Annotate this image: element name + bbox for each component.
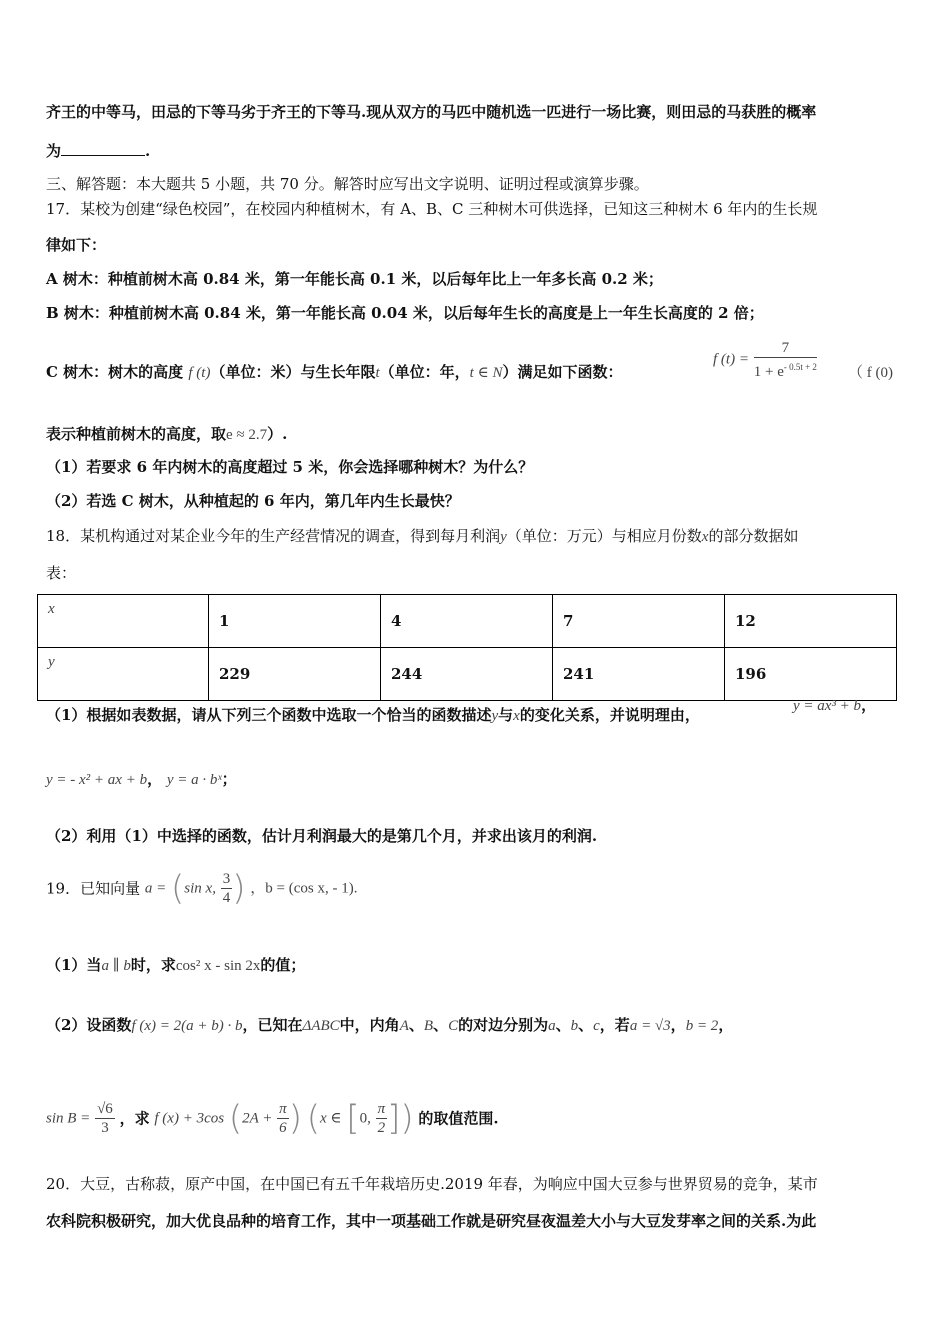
q18-intro-cont: 表： xyxy=(46,564,77,582)
q20-line1: 20．大豆，古称菽，原产中国，在中国已有五千年栽培历史.2019 年春，为响应中国大豆参与世界贸易的竞争，某市 xyxy=(46,1175,818,1193)
text: 表示种植前树木的高度，取 xyxy=(46,425,227,443)
math: a xyxy=(548,1018,556,1034)
paren-left: ( xyxy=(306,1098,320,1139)
exponent: - 0.5t + 2 xyxy=(783,362,817,372)
text: C 树木：树木的高度 xyxy=(46,363,189,381)
math: f (x) = 2(a + b) · b xyxy=(131,1018,243,1034)
q17-part1: （1）若要求 6 年内树木的高度超过 5 米，你会选择哪种树木？为什么？ xyxy=(46,458,534,476)
text: ， xyxy=(718,1016,734,1034)
q17-intro: 17．某校为创建“绿色校园”，在校园内种植树木，有 A、B、C 三种树木可供选择，已知这三种树木 6 年内的生长规 xyxy=(46,200,818,218)
math: 2A + xyxy=(242,1110,273,1127)
text: 、 xyxy=(578,1016,594,1034)
c-tree-function-tail: （ f (0) xyxy=(848,365,893,381)
denominator: 6 xyxy=(279,1120,287,1136)
fraction xyxy=(376,1100,388,1137)
numerator: π xyxy=(279,1101,287,1117)
text: ）满足如下函数： xyxy=(502,363,623,381)
text: 、 xyxy=(433,1016,449,1034)
text: 、 xyxy=(408,1016,424,1034)
q17-b-tree: B 树木：种植前树木高 0.84 米，第一年能长高 0.04 米，以后每年生长的高度是上一年生长高度的 2 倍； xyxy=(46,304,764,322)
math: x xyxy=(701,529,709,545)
text: （2）设函数 xyxy=(46,1016,132,1034)
q19-part2 xyxy=(46,1014,910,1037)
math: ，b = (cos x, - 1). xyxy=(250,880,358,897)
text: （单位：万元）与相应月份数 xyxy=(506,527,702,545)
table-cell: 7 xyxy=(553,595,725,648)
text: 的值； xyxy=(260,956,306,974)
math: f (t) = xyxy=(713,351,749,368)
math: 0, xyxy=(359,1110,371,1127)
text: （单位：年， xyxy=(379,363,470,381)
table-row xyxy=(38,595,897,648)
denominator xyxy=(754,358,817,381)
fraction xyxy=(95,1100,115,1137)
math: ΔABC xyxy=(302,1018,340,1034)
q17-part2: （2）若选 C 树木，从种植起的 6 年内，第几年内生长最快？ xyxy=(46,492,460,510)
paren-right: ) xyxy=(400,1098,414,1139)
text: ）. xyxy=(267,425,288,443)
math: f (t) xyxy=(188,365,211,381)
text: ，求 xyxy=(119,1109,150,1128)
text: . xyxy=(145,142,151,160)
math: b xyxy=(570,1018,579,1034)
table-cell: 12 xyxy=(725,595,897,648)
paren-right: ) xyxy=(288,1098,302,1139)
math: b = 2 xyxy=(685,1018,719,1034)
text: 为 xyxy=(46,142,62,160)
q19-part2-cont xyxy=(46,1100,910,1137)
table-cell: 1 xyxy=(209,595,381,648)
math: cos² x - sin 2x xyxy=(175,958,261,974)
table-cell: 229 xyxy=(209,648,381,701)
c-tree-function xyxy=(713,339,817,381)
answer-blank xyxy=(61,141,145,156)
math: y xyxy=(491,708,499,724)
math: B xyxy=(423,1018,434,1034)
math: a = xyxy=(144,880,167,897)
math: y = ax³ + b xyxy=(793,698,862,714)
table-cell: 4 xyxy=(381,595,553,648)
numerator: π xyxy=(377,1101,386,1117)
text: （1）根据如表数据，请从下列三个函数中选取一个恰当的函数描述 xyxy=(46,706,492,724)
math: sin B = xyxy=(46,1110,91,1127)
denominator: 3 xyxy=(101,1120,109,1136)
row-label-x: x xyxy=(38,595,209,648)
text: 、 xyxy=(555,1016,571,1034)
text: 1 + e xyxy=(753,364,784,380)
text: 时，求 xyxy=(130,956,176,974)
text: 的取值范围. xyxy=(418,1109,499,1128)
text: ，已知在 xyxy=(242,1016,303,1034)
math: a ∥ b xyxy=(101,958,131,974)
prev-question-text: 齐王的中等马，田忌的下等马劣于齐王的下等马.现从双方的马匹中随机选一匹进行一场比赛，则田忌的马获胜的概率 xyxy=(46,103,817,121)
numerator: 7 xyxy=(754,339,817,358)
table-row xyxy=(38,648,897,701)
math: x xyxy=(513,708,520,724)
text: ， xyxy=(670,1016,686,1034)
math: sin x, xyxy=(184,880,216,897)
table-cell: 196 xyxy=(725,648,897,701)
numerator: 3 xyxy=(222,871,231,887)
math: a = √3 xyxy=(629,1018,671,1034)
text: ，若 xyxy=(599,1016,630,1034)
text: 中，内角 xyxy=(339,1016,400,1034)
text: ， xyxy=(861,696,877,714)
text: 的部分数据如 xyxy=(708,527,799,545)
function-options-2-3 xyxy=(46,768,910,791)
paren-left: ( xyxy=(171,868,185,909)
paren-right: ) xyxy=(232,868,246,909)
fraction xyxy=(754,339,817,381)
section-3-heading: 三、解答题：本大题共 5 小题，共 70 分。解答时应写出文字说明、证明过程或演算步骤。 xyxy=(46,175,649,193)
table-cell: 241 xyxy=(553,648,725,701)
data-table xyxy=(37,594,897,701)
text: （1）当 xyxy=(46,956,102,974)
prev-question-answer-line xyxy=(46,140,910,162)
numerator: √6 xyxy=(97,1101,113,1117)
q18-part1 xyxy=(46,704,910,727)
text: ； xyxy=(221,770,237,788)
q17-c-tree-cont xyxy=(46,423,910,446)
text: （单位：米）与生长年限 xyxy=(210,363,376,381)
text: 18．某机构通过对某企业今年的生产经营情况的调查，得到每月利润 xyxy=(46,527,501,545)
text: 与 xyxy=(498,706,514,724)
text: 的变化关系，并说明理由， xyxy=(519,706,700,724)
math: f (x) + 3cos xyxy=(154,1110,225,1127)
fraction xyxy=(221,870,233,907)
math: y = - x² + ax + b xyxy=(46,772,148,788)
text: ， xyxy=(147,770,163,788)
math: y = a · bˣ xyxy=(166,772,222,788)
row-label-y: y xyxy=(38,648,209,701)
math: x ∈ xyxy=(320,1110,342,1127)
q17-intro-cont: 律如下： xyxy=(46,236,107,254)
q19-part1 xyxy=(46,954,910,977)
math: A xyxy=(399,1018,409,1034)
math: t xyxy=(375,365,380,381)
bracket-left: [ xyxy=(346,1098,360,1139)
q19-intro xyxy=(46,870,910,907)
math: e ≈ 2.7 xyxy=(226,427,268,443)
bracket-right: ] xyxy=(387,1098,401,1139)
q18-part2: （2）利用（1）中选择的函数，估计月利润最大的是第几个月，并求出该月的利润. xyxy=(46,827,598,845)
math: t ∈ N xyxy=(469,365,503,381)
table-cell: 244 xyxy=(381,648,553,701)
denominator: 2 xyxy=(377,1120,386,1136)
q18-intro xyxy=(46,525,910,548)
paren-left: ( xyxy=(228,1098,243,1139)
fraction xyxy=(277,1100,289,1137)
q20-line2: 农科院积极研究，加大优良品种的培育工作，其中一项基础工作就是研究昼夜温差大小与大豆发芽率之间的关系.为此 xyxy=(46,1212,817,1230)
q17-a-tree: A 树木：种植前树木高 0.84 米，第一年能长高 0.1 米，以后每年比上一年多长高 0.2 米； xyxy=(46,270,663,288)
function-option-1 xyxy=(793,694,876,715)
text: 19．已知向量 xyxy=(46,879,141,898)
text: 的对边分别为 xyxy=(458,1016,549,1034)
math: C xyxy=(448,1018,459,1034)
math: c xyxy=(593,1018,600,1034)
math: y xyxy=(500,529,507,545)
denominator: 4 xyxy=(222,890,231,906)
